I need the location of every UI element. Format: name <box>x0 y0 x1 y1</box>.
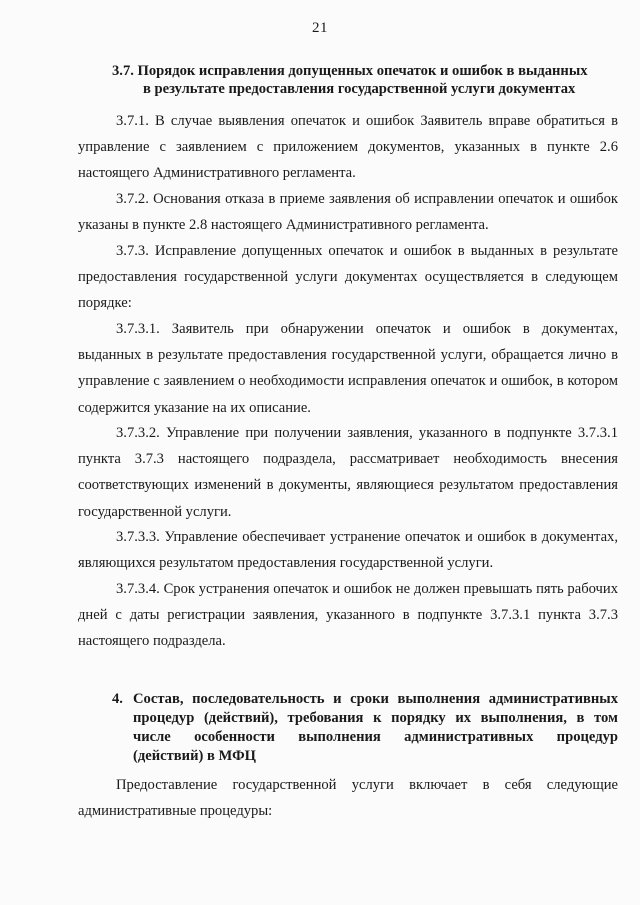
section-4-number: 4. <box>112 691 123 707</box>
section-4-heading-line4: (действий) в МФЦ <box>133 748 256 764</box>
paragraph-section-4-intro: Предоставление государственной услуги включает в себя следующие административные процедуры: <box>78 777 618 820</box>
paragraph-3-7-3-1: 3.7.3.1. Заявитель при обнаружении опечаток и ошибок в документах, выданных в результате предоставления государственной услуги, обращается лично в управление с заявлением о необходимости исправления опечаток и ошибок, в котором содержится указание на их описание. <box>78 321 618 416</box>
paragraph-3-7-3: 3.7.3. Исправление допущенных опечаток и ошибок в выданных в результате предоставления государственной услуги документах осуществляется в следующем порядке: <box>78 243 618 312</box>
paragraph-3-7-3-2: 3.7.3.2. Управление при получении заявления, указанного в подпункте 3.7.3.1 пункта 3.7.3 настоящего подраздела, рассматривает необходимость внесения соответствующих изменений в документы, являющиеся результатом предоставления государственной услуги. <box>78 425 618 520</box>
paragraph-3-7-2: 3.7.2. Основания отказа в приеме заявления об исправлении опечаток и ошибок указаны в пункте 2.8 настоящего Административного регламента. <box>78 191 618 234</box>
section-4-heading-line3: числе особенности выполнения административных процедур <box>133 729 618 745</box>
section-3-7-heading <box>112 62 612 98</box>
section-3-7-heading-line2: в результате предоставления государственной услуги документах <box>143 81 576 97</box>
paragraph-3-7-3-3: 3.7.3.3. Управление обеспечивает устранение опечаток и ошибок в документах, являющихся результатом предоставления государственной услуги. <box>78 529 618 572</box>
section-4-heading <box>112 690 618 766</box>
section-4-heading-line1: Состав, последовательность и сроки выполнения административных <box>133 691 618 707</box>
paragraph-3-7-1: 3.7.1. В случае выявления опечаток и ошибок Заявитель вправе обратиться в управление с заявлением с приложением документов, указанных в пункте 2.6 настоящего Административного регламента. <box>78 113 618 182</box>
section-3-7-heading-line1: 3.7. Порядок исправления допущенных опечаток и ошибок в выданных <box>112 63 588 79</box>
paragraph-3-7-3-4: 3.7.3.4. Срок устранения опечаток и ошибок не должен превышать пять рабочих дней с даты регистрации заявления, указанного в подпункте 3.7.3.1 пункта 3.7.3 настоящего подраздела. <box>78 581 618 650</box>
page-number: 21 <box>312 20 328 36</box>
section-4-heading-line2: процедур (действий), требования к порядку их выполнения, в том <box>133 710 618 726</box>
